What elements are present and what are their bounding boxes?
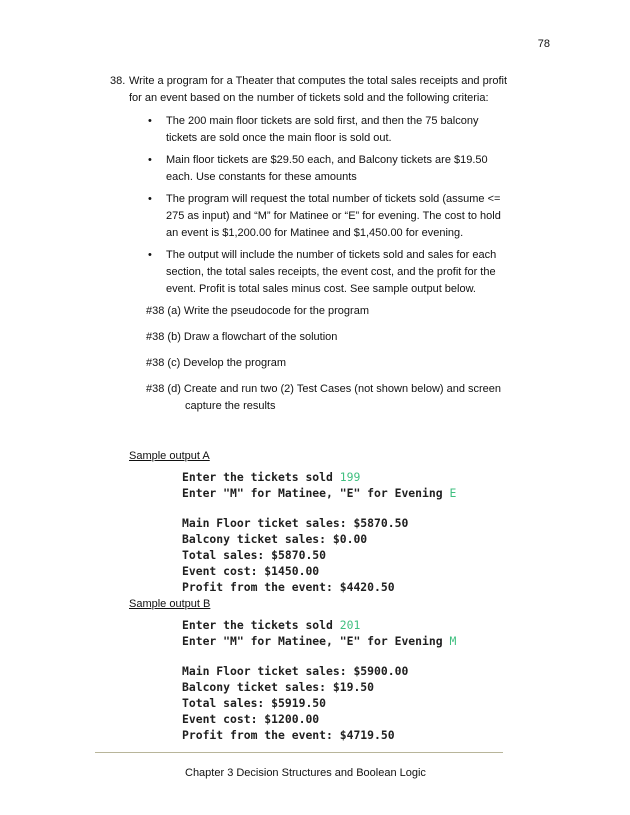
console-line: Total sales: $5870.50 <box>182 548 327 562</box>
bullet-icon: • <box>148 193 152 205</box>
bullet-icon: • <box>148 249 152 261</box>
bullet-icon: • <box>148 154 152 166</box>
criteria-list <box>146 113 506 303</box>
task-b: #38 (b) Draw a flowchart of the solution <box>146 331 338 343</box>
console-line: Profit from the event: $4420.50 <box>182 580 395 594</box>
bullet-icon: • <box>148 115 152 127</box>
console-line: Enter "M" for Matinee, "E" for Evening M <box>182 634 457 648</box>
task-c: #38 (c) Develop the program <box>146 357 287 369</box>
user-input: M <box>449 634 457 648</box>
task-d-line1: #38 (d) Create and run two (2) Test Cases (not shown below) and screen <box>146 383 502 395</box>
console-line: Total sales: $5919.50 <box>182 696 327 710</box>
sample-b-console <box>182 617 456 743</box>
sample-a-console <box>182 469 456 595</box>
user-input: 199 <box>339 470 361 484</box>
user-input: 201 <box>339 618 361 632</box>
page-number: 78 <box>537 38 550 50</box>
console-line: Balcony ticket sales: $0.00 <box>182 532 368 546</box>
console-line: Main Floor ticket sales: $5870.50 <box>182 516 409 530</box>
sample-a-label: Sample output A <box>129 450 210 462</box>
console-line: Event cost: $1450.00 <box>182 564 320 578</box>
footer-rule <box>95 752 503 753</box>
task-d <box>146 381 526 415</box>
criteria-item: • The program will request the total number of tickets sold (assume <= 275 as input) and “M” for Matinee or “E” for evening. The cost to hold an event is $1,200.00 for Matinee and $1,450.00 for evening. <box>148 193 501 239</box>
criteria-item: • The 200 main floor tickets are sold first, and then the 75 balcony tickets are sold once the main floor is sold out. <box>148 115 479 144</box>
question-38 <box>110 73 510 107</box>
console-line: Main Floor ticket sales: $5900.00 <box>182 664 409 678</box>
user-input: E <box>449 486 457 500</box>
task-a: #38 (a) Write the pseudocode for the program <box>146 305 369 317</box>
sample-b-label: Sample output B <box>129 598 211 610</box>
task-list <box>146 303 526 424</box>
console-line: Balcony ticket sales: $19.50 <box>182 680 375 694</box>
console-line: Enter the tickets sold 199 <box>182 470 361 484</box>
question-number: 38. <box>110 75 126 87</box>
criteria-item: • The output will include the number of tickets sold and sales for each section, the total sales receipts, the event cost, and the profit for the event. Profit is total sales minus cost. See sample output below. <box>148 249 497 295</box>
console-line: Event cost: $1200.00 <box>182 712 320 726</box>
console-line: Enter the tickets sold 201 <box>182 618 361 632</box>
console-line: Enter "M" for Matinee, "E" for Evening E <box>182 486 457 500</box>
console-line: Profit from the event: $4719.50 <box>182 728 395 742</box>
task-d-line2: capture the results <box>185 400 276 412</box>
question-text: Write a program for a Theater that computes the total sales receipts and profit for an event based on the number of tickets sold and the following criteria: <box>129 75 508 104</box>
footer-chapter-title: Chapter 3 Decision Structures and Boolean Logic <box>185 767 426 779</box>
criteria-item: • Main floor tickets are $29.50 each, and Balcony tickets are $19.50 each. Use constants for these amounts <box>148 154 488 183</box>
